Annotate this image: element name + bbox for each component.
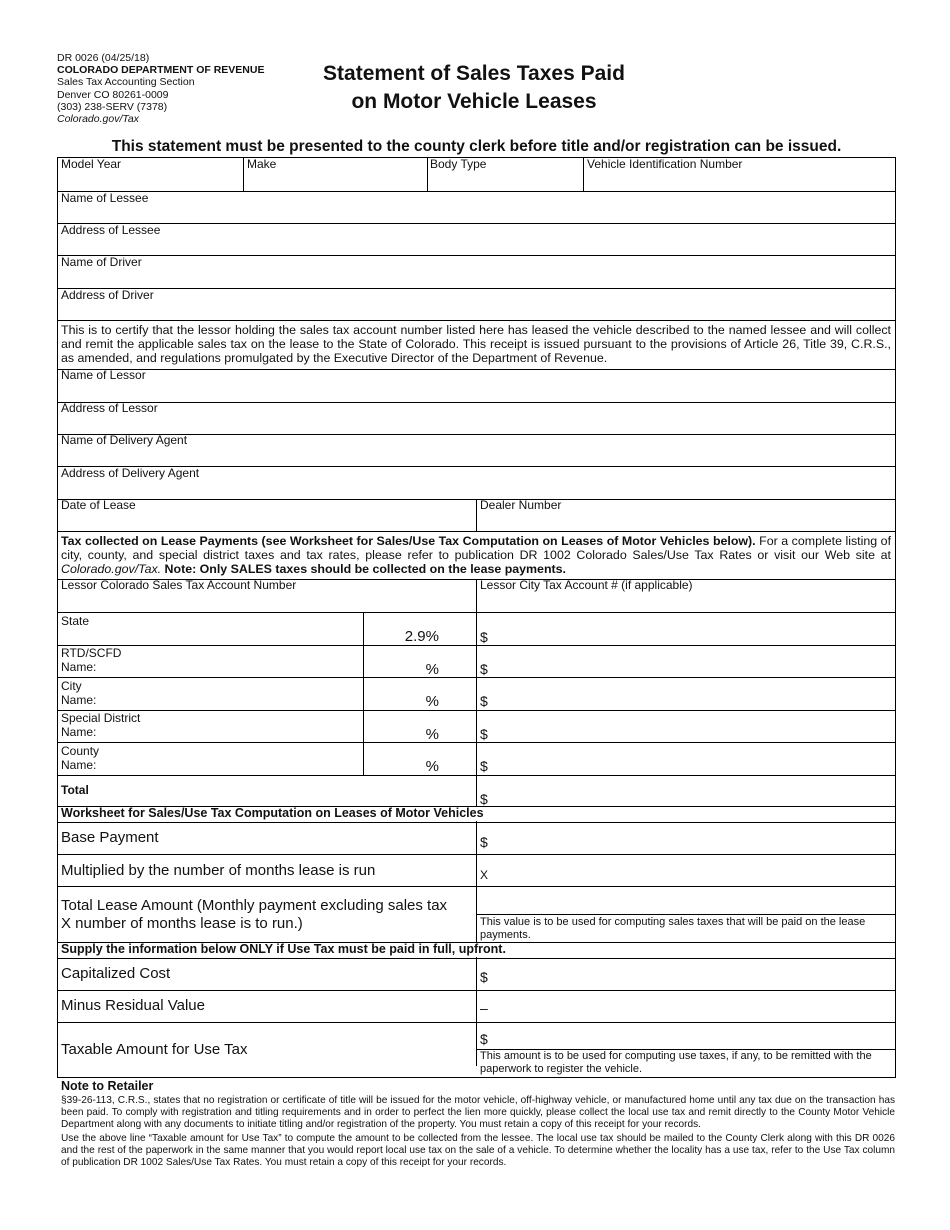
special-district-name-field[interactable] xyxy=(103,723,358,740)
driver-name-field[interactable]: Name of Driver xyxy=(61,255,142,269)
county-rate-field[interactable]: % xyxy=(425,758,439,775)
total-lease-amount-field[interactable] xyxy=(477,886,896,914)
delivery-agent-address-field[interactable]: Address of Delivery Agent xyxy=(61,466,200,480)
total-lease-note: This value is to be used for computing sales taxes that will be paid on the lease payments. xyxy=(480,916,866,941)
base-payment-label: Base Payment xyxy=(61,829,159,846)
city-rate-field[interactable]: % xyxy=(425,693,439,710)
page-title: Statement of Sales Taxes Paid on Motor Vehicle Leases xyxy=(323,62,625,113)
city-zip: Denver CO 80261-0009 xyxy=(57,88,169,101)
note-paragraph-2: Use the above line “Taxable amount for Use Tax” to compute the amount to be collected from the lessee. The local use tax should be mailed to the County Clerk along with this DR 0026 and the rest of the paperwork in the same manner that you would report local use tax on the sale of a vehicle. To determine whether the locality has a use tax, refer to the Use Tax column of publication DR 1002 Sales/Use Tax Rates. You must retain a copy of this receipt for your records. xyxy=(61,1133,895,1168)
department-name: COLORADO DEPARTMENT OF REVENUE xyxy=(57,64,265,77)
special-district-rate-field[interactable]: % xyxy=(425,726,439,743)
body-type-field[interactable]: Body Type xyxy=(430,157,487,171)
total-tax-amount-field[interactable] xyxy=(477,775,896,806)
lessee-name-field[interactable]: Name of Lessee xyxy=(61,191,149,205)
state-rate: 2.9% xyxy=(404,628,439,645)
months-label: Multiplied by the number of months lease is run xyxy=(61,862,376,879)
tax-info-text: Tax collected on Lease Payments (see Worksheet for Sales/Use Tax Computation on Leases of Motor Vehicles below). For a complete listing of city, county, and special district taxes and tax rates, please refer to publication DR 1002 Colorado Sales/Use Tax Rates or visit our Web site at Colorado.gov/Tax. Note: Only SALES taxes should be collected on the lease payments. xyxy=(61,534,892,577)
city-name-field[interactable] xyxy=(103,691,358,708)
residual-value-field[interactable] xyxy=(477,990,896,1022)
phone: (303) 238-SERV (7378) xyxy=(57,100,168,113)
certification-text: This is to certify that the lessor holding the sales tax account number listed here has leased the vehicle described to the named lessee and will collect and remit the applicable sales tax on the lease to the State of Colorado. This receipt is issued pursuant to the provisions of Article 26, Title 39, C.R.S., as amended, and regulations promulgated by the Executive Director of the Department of Revenue. xyxy=(61,323,891,366)
county-tax-amount-field[interactable] xyxy=(477,742,896,775)
months-field[interactable] xyxy=(477,854,896,886)
rtd-rate-field[interactable]: % xyxy=(425,661,439,678)
make-field[interactable]: Make xyxy=(247,157,277,171)
lessor-address-field[interactable]: Address of Lessor xyxy=(61,401,158,415)
lessor-name-field[interactable]: Name of Lessor xyxy=(61,368,146,382)
form-number: DR 0026 (04/25/18) xyxy=(57,52,150,64)
delivery-agent-name-field[interactable]: Name of Delivery Agent xyxy=(61,433,188,447)
county-name-field[interactable] xyxy=(103,756,358,773)
total-lease-label-1: Total Lease Amount (Monthly payment excluding sales tax xyxy=(61,897,448,914)
lease-form: Model Year Make Body Type Vehicle Identification Number Name of Lessee Address of Lessee Name of Driver Address of Driver This is to certify that the lessor holding the sales tax account number listed here has leased the vehicle described to the named lessee and will collect and remit the applicable sales tax on the lease to the State of Colorado. This receipt is issued pursuant to the provisions of Article 26, Title 39, C.R.S., as amended, and regulations promulgated by the Executive Director of the Department of Revenue. Name of Lessor Address of Lessor Name of Delivery Agent Address of Delivery Agent Date of Lease Dealer Number Tax collected on Lease Payments (see Worksheet for Sales/Use Tax Computation on Leases of Motor Vehicles below). For a complete listing of city, county, and special district taxes and tax rates, please refer to publication DR 1002 Colorado Sales/Use Tax Rates or visit our Web site at Colorado.gov/Tax. Note: Only SALES taxes should be collected on the lease payments. Lessor Colorado Sales Tax Account Number Lessor City Tax Account # (if applicable) State 2.9% $ RTD/SCFD Name: % $ City Name: % $ Special District Name: % $ County Name: % $ Total $ Worksheet for Sales/Use Tax Computation on Leases of Motor Vehicles Base Payment $ Multiplied by the number of months lease is run X Total Lease Amount (Monthly payment excluding sales tax X number of months lease is to run.) This value is to be used for computing sales taxes that will be paid on the lease payments. Supply the information below ONLY if Use Tax must be paid in full, upfront. Capitalized Cost $ Minus Residual Value – Taxable Amount for Use Tax $ This amount is to be used for computing use taxes, if any, to be remitted with the paperwork to register the vehicle. xyxy=(57,157,896,1078)
worksheet-heading: Worksheet for Sales/Use Tax Computation on Leases of Motor Vehicles xyxy=(61,807,487,821)
lessor-state-account-field[interactable]: Lessor Colorado Sales Tax Account Number xyxy=(61,578,297,592)
note-paragraph-1: §39-26-113, C.R.S., states that no registration or certificate of title will be issued for the motor vehicle, off-highway vehicle, or manufactured home until any tax due on the transaction has been paid. To comply with registration and titling requirements and in order to perfect the lien more quickly, please collect the local use tax and remit directly to the County Motor Vehicle Department along with any documents to initiate titling and/or registration of the property. You must retain a copy of this receipt for your records. xyxy=(61,1095,895,1130)
agency-header xyxy=(57,52,264,125)
notice-text: This statement must be presented to the county clerk before title and/or registration can be issued. xyxy=(111,138,842,155)
vin-field[interactable]: Vehicle Identification Number xyxy=(587,157,743,171)
city-tax-amount-field[interactable] xyxy=(477,677,896,710)
use-tax-heading: Supply the information below ONLY if Use Tax must be paid in full, upfront. xyxy=(61,943,509,957)
residual-value-label: Minus Residual Value xyxy=(61,997,205,1014)
taxable-amount-field[interactable] xyxy=(477,1022,896,1049)
state-tax-amount-field[interactable] xyxy=(477,612,896,645)
driver-address-field[interactable]: Address of Driver xyxy=(61,288,154,302)
lessee-address-field[interactable]: Address of Lessee xyxy=(61,223,161,237)
section-name: Sales Tax Accounting Section xyxy=(57,76,195,89)
total-lease-label-2: X number of months lease is to run.) xyxy=(61,915,303,932)
special-district-tax-amount-field[interactable] xyxy=(477,710,896,742)
taxable-amount-note: This amount is to be used for computing use taxes, if any, to be remitted with the paperwork to register the vehicle. xyxy=(480,1050,872,1075)
rtd-tax-amount-field[interactable] xyxy=(477,645,896,677)
model-year-field[interactable]: Model Year xyxy=(61,157,122,171)
capitalized-cost-field[interactable] xyxy=(477,958,896,990)
website: Colorado.gov/Tax xyxy=(57,113,139,126)
taxable-amount-label: Taxable Amount for Use Tax xyxy=(61,1041,248,1058)
capitalized-cost-label: Capitalized Cost xyxy=(61,965,171,982)
rtd-name-field[interactable] xyxy=(103,658,358,675)
note-to-retailer xyxy=(61,1079,895,1169)
date-of-lease-field[interactable]: Date of Lease xyxy=(61,498,136,512)
base-payment-field[interactable] xyxy=(477,822,896,854)
lessor-city-account-field[interactable]: Lessor City Tax Account # (if applicable) xyxy=(480,578,693,592)
note-heading: Note to Retailer xyxy=(61,1079,154,1093)
dealer-number-field[interactable]: Dealer Number xyxy=(480,498,562,512)
